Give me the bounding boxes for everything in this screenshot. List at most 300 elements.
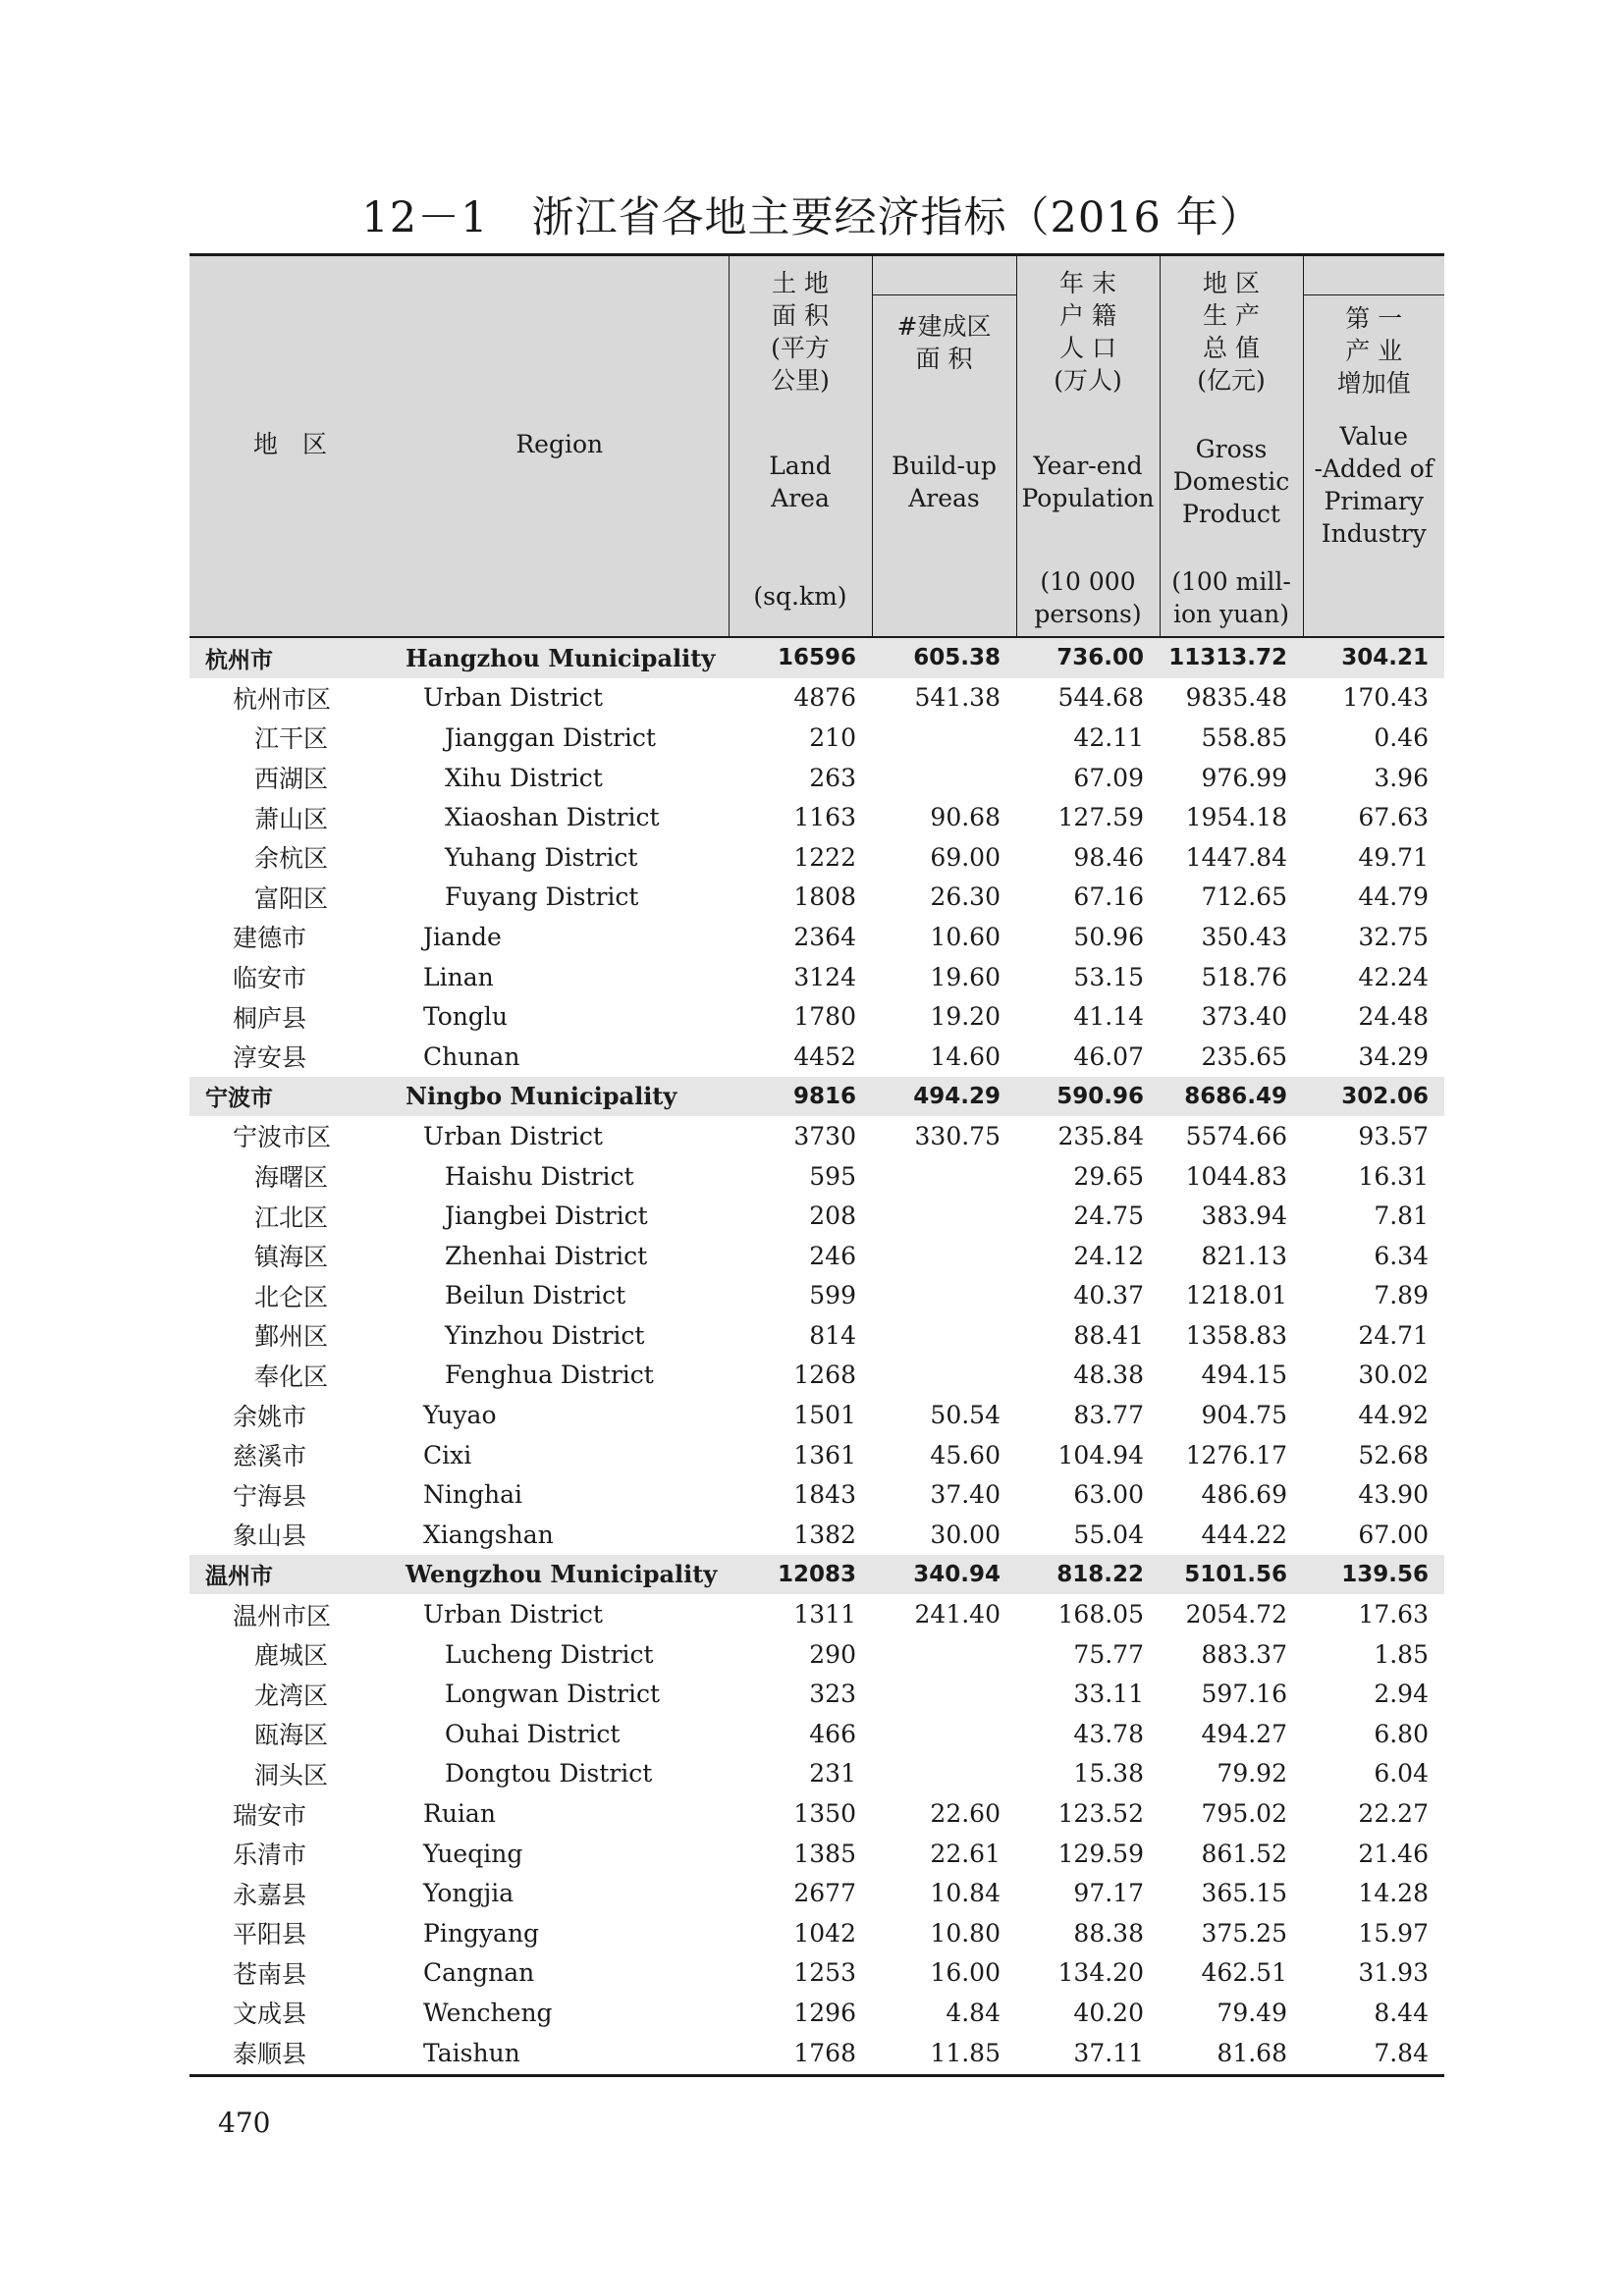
build-up-area-cell: [872, 1276, 1016, 1316]
region-name-en: Yueqing: [423, 1839, 523, 1868]
table-row: [189, 718, 1444, 758]
land-area-cell: 231: [809, 1759, 856, 1789]
table-row: [189, 957, 1444, 997]
table-row: [189, 1276, 1444, 1316]
region-name-zh: 北仑区: [254, 1282, 329, 1311]
population-cell: 97.17: [1073, 1879, 1144, 1908]
primary-industry-cell: 67.63: [1358, 803, 1429, 832]
table-row: [189, 2033, 1444, 2073]
build-up-area-cell: 340.94: [872, 1555, 1016, 1595]
primary-industry-cell: 42.24: [1358, 962, 1429, 991]
build-up-area-cell: 4.84: [946, 1998, 1001, 2027]
table-row: [189, 1515, 1444, 1555]
land-area-cell: 1163: [793, 803, 856, 832]
gdp-cell: 1276.17: [1185, 1440, 1287, 1469]
municipality-row: [189, 1077, 1444, 1117]
gdp-cell: 2054.72: [1185, 1600, 1287, 1629]
region-name-zh: 洞头区: [254, 1760, 329, 1789]
primary-industry-cell: 7.84: [1374, 2038, 1429, 2067]
primary-industry-cell: 52.68: [1358, 1440, 1429, 1469]
primary-industry-cell: 31.93: [1358, 1958, 1429, 1988]
build-up-area-cell: [872, 1754, 1016, 1794]
build-up-area-cell: 10.60: [930, 922, 1001, 951]
primary-industry-cell: 24.71: [1358, 1320, 1429, 1350]
table-row: [189, 1395, 1444, 1435]
table-row: [189, 878, 1444, 918]
primary-industry-cell: 170.43: [1342, 683, 1429, 713]
primary-industry-cell: 8.44: [1374, 1998, 1429, 2027]
table-bottom-rule: [189, 2074, 1444, 2077]
gdp-cell: 1044.83: [1185, 1161, 1287, 1191]
build-up-area-cell: 50.54: [930, 1401, 1001, 1430]
header-region-zh: 地 区: [189, 253, 391, 637]
build-up-area-cell: 26.30: [930, 882, 1001, 912]
land-area-cell: 1768: [793, 2038, 856, 2067]
gdp-cell: 494.15: [1201, 1361, 1287, 1390]
region-name-en: Longwan District: [445, 1680, 661, 1709]
table-top-rule: [189, 253, 1444, 256]
region-name-en: Beilun District: [445, 1281, 626, 1310]
primary-industry-cell: 304.21: [1303, 637, 1444, 678]
table-row: [189, 1315, 1444, 1356]
region-name-en: Ningbo Municipality: [391, 1077, 729, 1117]
table-row: [189, 1594, 1444, 1634]
build-up-area-cell: [872, 1356, 1016, 1396]
primary-industry-cell: 1.85: [1374, 1639, 1429, 1669]
primary-industry-cell: 2.94: [1374, 1680, 1429, 1709]
region-name-en: Cixi: [423, 1440, 472, 1469]
population-cell: 123.52: [1057, 1799, 1144, 1829]
table-row: [189, 1156, 1444, 1197]
land-area-cell: 1382: [793, 1520, 856, 1549]
region-name-en: Jiangbei District: [445, 1201, 648, 1231]
population-cell: 15.38: [1073, 1759, 1144, 1789]
table-row: [189, 1435, 1444, 1475]
primary-industry-cell: 7.89: [1374, 1281, 1429, 1310]
region-name-en: Ouhai District: [445, 1719, 621, 1748]
header-build-up-areas: #建成区 面 积 Build-up Areas: [872, 253, 1016, 637]
region-name-zh: 余杭区: [254, 844, 329, 874]
region-name-zh: 永嘉县: [233, 1880, 307, 1909]
population-cell: 33.11: [1073, 1680, 1144, 1709]
gdp-cell: 486.69: [1201, 1480, 1287, 1510]
population-cell: 168.05: [1057, 1600, 1144, 1629]
land-area-cell: 595: [809, 1161, 856, 1191]
primary-industry-cell: 6.34: [1374, 1241, 1429, 1270]
table-row: [189, 1913, 1444, 1953]
land-area-cell: 466: [809, 1719, 856, 1748]
primary-industry-cell: 30.02: [1358, 1361, 1429, 1390]
table-title: 12－1 浙江省各地主要经济指标（2016 年）: [361, 193, 1263, 242]
region-name-zh: 江北区: [254, 1202, 329, 1232]
primary-industry-cell: 49.71: [1358, 842, 1429, 872]
primary-industry-cell: 15.97: [1358, 1918, 1429, 1948]
primary-industry-cell: 22.27: [1358, 1799, 1429, 1829]
table-row: [189, 1873, 1444, 1913]
primary-industry-cell: 14.28: [1358, 1879, 1429, 1908]
land-area-cell: 1501: [793, 1401, 856, 1430]
primary-industry-cell: 16.31: [1358, 1161, 1429, 1191]
build-up-area-cell: [872, 1634, 1016, 1675]
build-up-area-cell: 22.60: [930, 1799, 1001, 1829]
primary-industry-cell: 139.56: [1303, 1555, 1444, 1595]
gdp-cell: 1218.01: [1185, 1281, 1287, 1310]
region-name-zh: 奉化区: [254, 1362, 329, 1391]
population-cell: 75.77: [1073, 1639, 1144, 1669]
gdp-cell: 79.92: [1217, 1759, 1287, 1789]
region-name-zh: 淳安县: [233, 1043, 307, 1073]
gdp-cell: 861.52: [1201, 1839, 1287, 1868]
primary-industry-cell: 3.96: [1374, 763, 1429, 792]
primary-industry-cell: 21.46: [1358, 1839, 1429, 1868]
region-name-en: Wengzhou Municipality: [391, 1555, 729, 1595]
population-cell: 41.14: [1073, 1002, 1144, 1032]
population-cell: 129.59: [1057, 1839, 1144, 1868]
population-cell: 235.84: [1057, 1121, 1144, 1150]
region-name-zh: 萧山区: [254, 804, 329, 833]
land-area-cell: 4876: [793, 683, 856, 713]
gdp-cell: 350.43: [1201, 922, 1287, 951]
region-name-zh: 温州市区: [233, 1601, 332, 1630]
table-row: [189, 1993, 1444, 2033]
land-area-cell: 814: [809, 1320, 856, 1350]
gdp-cell: 976.99: [1201, 763, 1287, 792]
primary-industry-cell: 24.48: [1358, 1002, 1429, 1032]
build-up-area-cell: [872, 1196, 1016, 1236]
region-name-zh: 鹿城区: [254, 1641, 329, 1671]
region-name-zh: 龙湾区: [254, 1681, 329, 1710]
gdp-cell: 235.65: [1201, 1041, 1287, 1071]
gdp-cell: 5574.66: [1185, 1121, 1287, 1150]
build-up-area-cell: 37.40: [930, 1480, 1001, 1510]
region-name-zh: 文成县: [233, 2000, 307, 2029]
population-cell: 98.46: [1073, 842, 1144, 872]
region-name-en: Haishu District: [445, 1161, 634, 1191]
population-cell: 46.07: [1073, 1041, 1144, 1071]
region-name-zh: 富阳区: [254, 883, 329, 913]
region-name-zh: 镇海区: [254, 1243, 329, 1272]
gdp-cell: 795.02: [1201, 1799, 1287, 1829]
primary-industry-cell: 34.29: [1358, 1041, 1429, 1071]
land-area-cell: 1350: [793, 1799, 856, 1829]
gdp-cell: 558.85: [1201, 722, 1287, 752]
gdp-cell: 8686.49: [1160, 1077, 1303, 1117]
land-area-cell: 1843: [793, 1480, 856, 1510]
gdp-cell: 79.49: [1217, 1998, 1287, 2027]
build-up-area-cell: [872, 1236, 1016, 1276]
region-name-zh: 慈溪市: [233, 1442, 307, 1471]
header-year-end-population: 年 末 户 籍 人 口 (万人) Year-end Population (10 000 persons): [1016, 253, 1160, 637]
region-name-zh: 西湖区: [254, 765, 329, 794]
primary-industry-cell: 17.63: [1358, 1600, 1429, 1629]
primary-industry-cell: 302.06: [1303, 1077, 1444, 1117]
build-up-area-cell: 14.60: [930, 1041, 1001, 1071]
table-row: [189, 1714, 1444, 1754]
table-body: [189, 637, 1444, 2072]
region-name-en: Yuhang District: [445, 842, 638, 872]
table-row: [189, 678, 1444, 719]
build-up-area-cell: 16.00: [930, 1958, 1001, 1988]
build-up-area-cell: [872, 1714, 1016, 1754]
population-cell: 29.65: [1073, 1161, 1144, 1191]
table-row: [189, 1674, 1444, 1714]
table-row: [189, 758, 1444, 798]
gdp-cell: 11313.72: [1160, 637, 1303, 678]
gdp-cell: 597.16: [1201, 1680, 1287, 1709]
region-name-en: Xiaoshan District: [445, 803, 660, 832]
land-area-cell: 263: [809, 763, 856, 792]
table-row: [189, 797, 1444, 837]
build-up-area-cell: 90.68: [930, 803, 1001, 832]
primary-industry-cell: 67.00: [1358, 1520, 1429, 1549]
population-cell: 134.20: [1057, 1958, 1144, 1988]
gdp-cell: 1954.18: [1185, 803, 1287, 832]
population-cell: 48.38: [1073, 1361, 1144, 1390]
region-name-zh: 宁波市区: [233, 1123, 332, 1152]
region-name-zh: 温州市: [189, 1555, 391, 1595]
region-name-en: Dongtou District: [445, 1759, 653, 1789]
region-name-zh: 瓯海区: [254, 1721, 329, 1750]
build-up-area-cell: 19.60: [930, 962, 1001, 991]
build-up-area-cell: 19.20: [930, 1002, 1001, 1032]
land-area-cell: 2677: [793, 1879, 856, 1908]
gdp-cell: 9835.48: [1185, 683, 1287, 713]
region-name-zh: 余姚市: [233, 1402, 307, 1431]
region-name-en: Fuyang District: [445, 882, 639, 912]
region-name-zh: 瑞安市: [233, 1800, 307, 1830]
population-cell: 88.38: [1073, 1918, 1144, 1948]
gdp-cell: 373.40: [1201, 1002, 1287, 1032]
region-name-en: Cangnan: [423, 1958, 535, 1988]
build-up-area-cell: 10.84: [930, 1879, 1001, 1908]
region-name-en: Urban District: [423, 683, 603, 713]
economic-indicators-table: [189, 253, 1444, 2072]
region-name-en: Chunan: [423, 1041, 520, 1071]
table-row: [189, 1793, 1444, 1834]
header-gdp: 地 区 生 产 总 值 (亿元) Gross Domestic Product (100 mill- ion yuan): [1160, 253, 1303, 637]
population-cell: 544.68: [1057, 683, 1144, 713]
population-cell: 42.11: [1073, 722, 1144, 752]
land-area-cell: 3124: [793, 962, 856, 991]
region-name-en: Hangzhou Municipality: [391, 637, 729, 678]
population-cell: 127.59: [1057, 803, 1144, 832]
primary-industry-cell: 44.92: [1358, 1401, 1429, 1430]
population-cell: 736.00: [1016, 637, 1160, 678]
gdp-cell: 494.27: [1201, 1719, 1287, 1748]
gdp-cell: 821.13: [1201, 1241, 1287, 1270]
region-name-en: Lucheng District: [445, 1639, 654, 1669]
table-row: [189, 1634, 1444, 1675]
header-primary-industry: 第 一 产 业 增加值 Value -Added of Primary Industry: [1303, 253, 1444, 637]
population-cell: 104.94: [1057, 1440, 1144, 1469]
land-area-cell: 2364: [793, 922, 856, 951]
population-cell: 43.78: [1073, 1719, 1144, 1748]
gdp-cell: 712.65: [1201, 882, 1287, 912]
land-area-cell: 3730: [793, 1121, 856, 1150]
population-cell: 818.22: [1016, 1555, 1160, 1595]
region-name-zh: 宁海县: [233, 1481, 307, 1511]
primary-industry-cell: 6.04: [1374, 1759, 1429, 1789]
land-area-cell: 323: [809, 1680, 856, 1709]
build-up-area-cell: 494.29: [872, 1077, 1016, 1117]
population-cell: 55.04: [1073, 1520, 1144, 1549]
land-area-cell: 12083: [729, 1555, 872, 1595]
region-name-en: Xiangshan: [423, 1520, 554, 1549]
land-area-cell: 1361: [793, 1440, 856, 1469]
population-cell: 53.15: [1073, 962, 1144, 991]
land-area-cell: 246: [809, 1241, 856, 1270]
build-up-area-cell: 241.40: [914, 1600, 1001, 1629]
population-cell: 50.96: [1073, 922, 1144, 951]
land-area-cell: 1780: [793, 1002, 856, 1032]
header-region-en: Region: [391, 253, 729, 637]
population-cell: 67.09: [1073, 763, 1144, 792]
municipality-row: [189, 637, 1444, 678]
population-cell: 24.12: [1073, 1241, 1144, 1270]
table-row: [189, 1037, 1444, 1077]
region-name-zh: 平阳县: [233, 1920, 307, 1949]
gdp-cell: 883.37: [1201, 1639, 1287, 1669]
build-up-area-cell: [872, 1315, 1016, 1356]
land-area-cell: 599: [809, 1281, 856, 1310]
gdp-cell: 365.15: [1201, 1879, 1287, 1908]
build-up-area-cell: [872, 718, 1016, 758]
region-name-zh: 乐清市: [233, 1841, 307, 1870]
region-name-zh: 象山县: [233, 1522, 307, 1551]
gdp-cell: 383.94: [1201, 1201, 1287, 1231]
primary-industry-cell: 6.80: [1374, 1719, 1429, 1748]
region-name-en: Zhenhai District: [445, 1241, 648, 1270]
table-row: [189, 1236, 1444, 1276]
gdp-cell: 462.51: [1201, 1958, 1287, 1988]
region-name-zh: 杭州市区: [233, 684, 332, 714]
table-row: [189, 1754, 1444, 1794]
region-name-en: Yuyao: [423, 1401, 497, 1430]
build-up-area-cell: 541.38: [914, 683, 1001, 713]
region-name-en: Wencheng: [423, 1998, 553, 2027]
population-cell: 63.00: [1073, 1480, 1144, 1510]
build-up-area-cell: [872, 1156, 1016, 1197]
region-name-en: Linan: [423, 962, 494, 991]
region-name-en: Pingyang: [423, 1918, 540, 1948]
land-area-cell: 1268: [793, 1361, 856, 1390]
build-up-area-cell: [872, 758, 1016, 798]
region-name-en: Taishun: [423, 2038, 520, 2067]
gdp-cell: 1447.84: [1185, 842, 1287, 872]
build-up-area-cell: 605.38: [872, 637, 1016, 678]
build-up-area-cell: 30.00: [930, 1520, 1001, 1549]
population-cell: 40.37: [1073, 1281, 1144, 1310]
primary-industry-cell: 32.75: [1358, 922, 1429, 951]
land-area-cell: 208: [809, 1201, 856, 1231]
gdp-cell: 904.75: [1201, 1401, 1287, 1430]
region-name-en: Jiande: [423, 922, 502, 951]
table-row: [189, 917, 1444, 957]
land-area-cell: 1296: [793, 1998, 856, 2027]
population-cell: 83.77: [1073, 1401, 1144, 1430]
gdp-cell: 1358.83: [1185, 1320, 1287, 1350]
land-area-cell: 4452: [793, 1041, 856, 1071]
build-up-area-cell: 45.60: [930, 1440, 1001, 1469]
build-up-area-cell: 69.00: [930, 842, 1001, 872]
region-name-zh: 杭州市: [189, 637, 391, 678]
region-name-en: Fenghua District: [445, 1361, 654, 1390]
land-area-cell: 1042: [793, 1918, 856, 1948]
region-name-zh: 海曙区: [254, 1163, 329, 1193]
build-up-area-cell: 11.85: [930, 2038, 1001, 2067]
primary-industry-cell: 7.81: [1374, 1201, 1429, 1231]
land-area-cell: 1385: [793, 1839, 856, 1868]
land-area-cell: 16596: [729, 637, 872, 678]
region-name-zh: 桐庐县: [233, 1003, 307, 1033]
population-cell: 590.96: [1016, 1077, 1160, 1117]
population-cell: 40.20: [1073, 1998, 1144, 2027]
build-up-area-cell: 22.61: [930, 1839, 1001, 1868]
build-up-area-cell: 10.80: [930, 1918, 1001, 1948]
region-name-en: Yongjia: [423, 1879, 514, 1908]
gdp-cell: 5101.56: [1160, 1555, 1303, 1595]
primary-industry-cell: 93.57: [1358, 1121, 1429, 1150]
land-area-cell: 9816: [729, 1077, 872, 1117]
header-land-area: 土 地 面 积 (平方 公里) Land Area (sq.km): [729, 253, 872, 637]
region-name-en: Ruian: [423, 1799, 496, 1829]
region-name-en: Tonglu: [423, 1002, 508, 1032]
table-row: [189, 1356, 1444, 1396]
region-name-zh: 苍南县: [233, 1959, 307, 1989]
table-row: [189, 1953, 1444, 1994]
region-name-zh: 建德市: [233, 924, 307, 953]
primary-industry-cell: 0.46: [1374, 722, 1429, 752]
region-name-en: Ninghai: [423, 1480, 522, 1510]
land-area-cell: 1253: [793, 1958, 856, 1988]
population-cell: 24.75: [1073, 1201, 1144, 1231]
land-area-cell: 1808: [793, 882, 856, 912]
primary-industry-cell: 44.79: [1358, 882, 1429, 912]
table-row: [189, 1196, 1444, 1236]
land-area-cell: 210: [809, 722, 856, 752]
region-name-en: Yinzhou District: [445, 1320, 645, 1350]
region-name-zh: 江干区: [254, 724, 329, 754]
table-row: [189, 837, 1444, 878]
region-name-en: Urban District: [423, 1121, 603, 1150]
municipality-row: [189, 1555, 1444, 1595]
table-row: [189, 1116, 1444, 1156]
land-area-cell: 1311: [793, 1600, 856, 1629]
gdp-cell: 81.68: [1217, 2038, 1287, 2067]
gdp-cell: 518.76: [1201, 962, 1287, 991]
build-up-area-cell: 330.75: [914, 1121, 1001, 1150]
land-area-cell: 1222: [793, 842, 856, 872]
page-number: 470: [218, 2107, 271, 2139]
gdp-cell: 375.25: [1201, 1918, 1287, 1948]
region-name-zh: 泰顺县: [233, 2040, 307, 2069]
primary-industry-cell: 43.90: [1358, 1480, 1429, 1510]
region-name-en: Xihu District: [445, 763, 603, 792]
table-row: [189, 1834, 1444, 1874]
region-name-zh: 宁波市: [189, 1077, 391, 1117]
table-row: [189, 996, 1444, 1037]
land-area-cell: 290: [809, 1639, 856, 1669]
region-name-zh: 鄞州区: [254, 1322, 329, 1352]
table-row: [189, 1474, 1444, 1515]
gdp-cell: 444.22: [1201, 1520, 1287, 1549]
region-name-en: Urban District: [423, 1600, 603, 1629]
build-up-area-cell: [872, 1674, 1016, 1714]
population-cell: 37.11: [1073, 2038, 1144, 2067]
region-name-zh: 临安市: [233, 964, 307, 993]
region-name-en: Jianggan District: [445, 722, 656, 752]
population-cell: 88.41: [1073, 1320, 1144, 1350]
